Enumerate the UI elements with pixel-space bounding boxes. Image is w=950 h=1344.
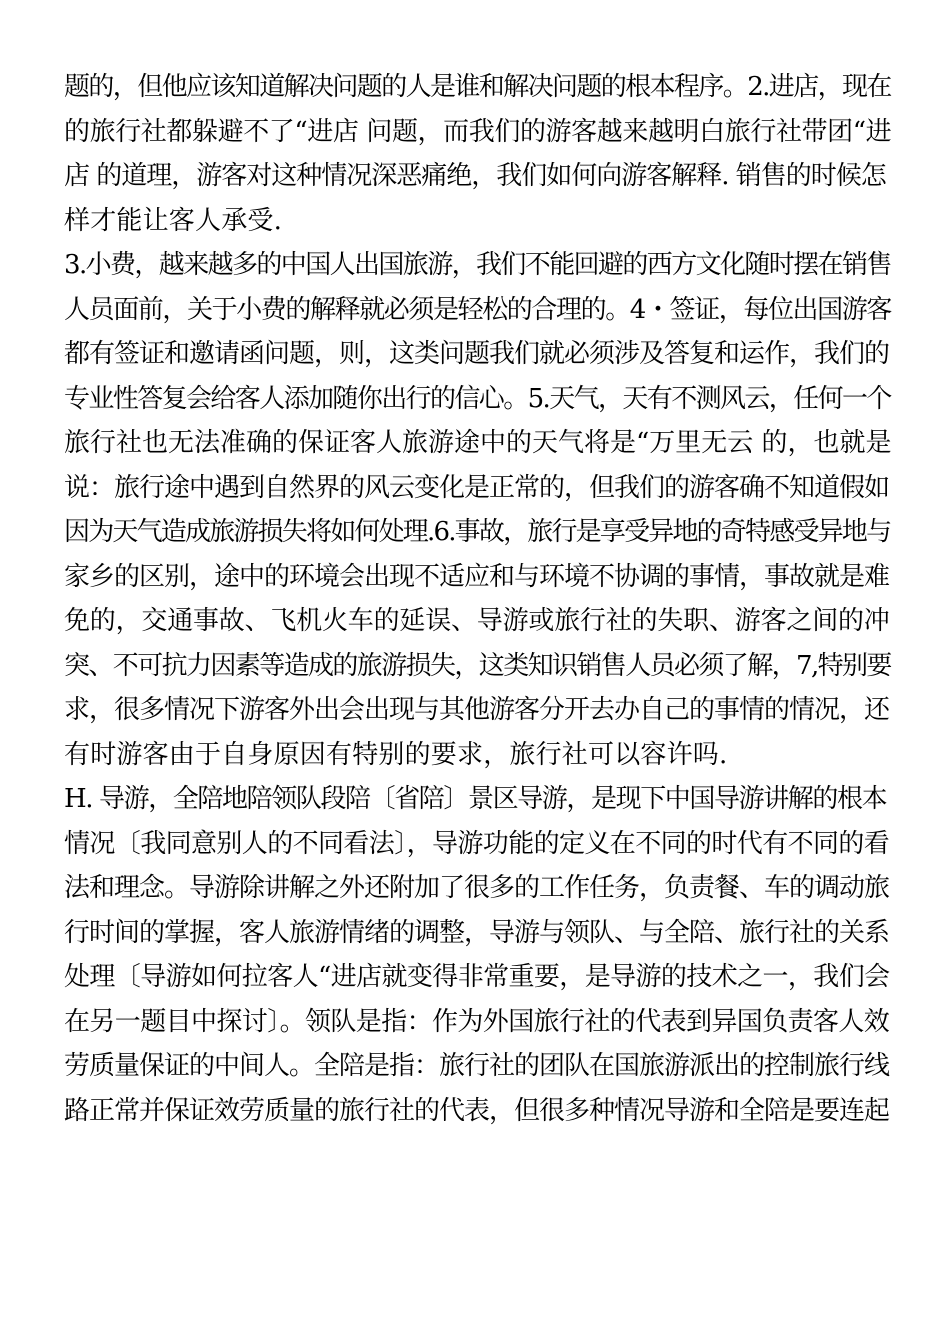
text-line: 说：旅行途中遇到自然界的风云变化是正常的，但我们的游客确不知道假如 <box>64 472 890 503</box>
text-line: 情况〔我同意别人的不同看法〕，导游功能的定义在不同的时代有不同的看 <box>64 828 890 859</box>
text-line: 法和理念。导游除讲解之外还附加了很多的工作任务，负责餐、车的调动旅 <box>64 873 890 903</box>
text-line: 行时间的掌握，客人旅游情绪的调整，导游与领队、与全陪、旅行社的关系 <box>64 917 890 948</box>
text-line: 旅行社也无法准确的保证客人旅游途中的天气将是“万里无云 的，也就是 <box>64 428 892 458</box>
text-line: 劳质量保证的中间人。全陪是指：旅行社的团队在国旅游派出的控制旅行线 <box>64 1051 890 1081</box>
text-line: 家乡的区别，途中的环境会出现不适应和与环境不协调的事情，事故就是难 <box>64 561 890 592</box>
text-line: 在另一题目中探讨〕。领队是指：作为外国旅行社的代表到异国负责客人效 <box>64 1006 890 1037</box>
text-line: 求，很多情况下游客外出会出现与其他游客分开去办自己的事情的情况，还 <box>64 695 890 725</box>
text-line: 店 的道理，游客对这种情况深恶痛绝，我们如何向游客解释. 销售的时候怎 <box>64 161 886 191</box>
text-line: 人员面前，关于小费的解释就必须是轻松的合理的。4・签证，每位出国游客 <box>64 294 891 325</box>
text-line: 都有签证和邀请函问题，则，这类问题我们就必须涉及答复和运作，我们的 <box>64 339 890 369</box>
text-line: 因为天气造成旅游损失将如何处理.6.事故，旅行是享受异地的奇特感受异地与 <box>64 517 891 547</box>
text-line: 题的，但他应该知道解决问题的人是谁和解决问题的根本程序。2.进店，现在 <box>64 72 891 102</box>
text-line: 突、不可抗力因素等造成的旅游损失，这类知识销售人员必须了解，7,特别要 <box>64 650 891 681</box>
text-line: 专业性答复会给客人添加随你出行的信心。5.天气，天有不测风云，任何一个 <box>64 383 891 414</box>
text-line: 路正常并保证效劳质量的旅行社的代表，但很多种情况导游和全陪是要连起 <box>64 1095 890 1126</box>
text-line: 免的，交通事故、飞机火车的延误、导游或旅行社的失职、游客之间的冲 <box>64 606 890 636</box>
text-line: 的旅行社都躲避不了“进店 问题，而我们的游客越来越明白旅行社带团“进 <box>64 116 892 147</box>
text-line: 3.小费，越来越多的中国人出国旅游，我们不能回避的西方文化随时摆在销售 <box>64 250 891 280</box>
document-body <box>64 65 892 1133</box>
text-line: 处理〔导游如何拉客人“进店就变得非常重要，是导游的技术之一，我们会 <box>64 962 890 992</box>
text-line: H. 导游，全陪地陪领队段陪〔省陪〕景区导游，是现下中国导游讲解的根本 <box>64 784 887 814</box>
text-line: 样才能让客人承受. <box>64 205 283 236</box>
text-line: 有时游客由于自身原因有特别的要求，旅行社可以容许吗. <box>64 739 728 770</box>
